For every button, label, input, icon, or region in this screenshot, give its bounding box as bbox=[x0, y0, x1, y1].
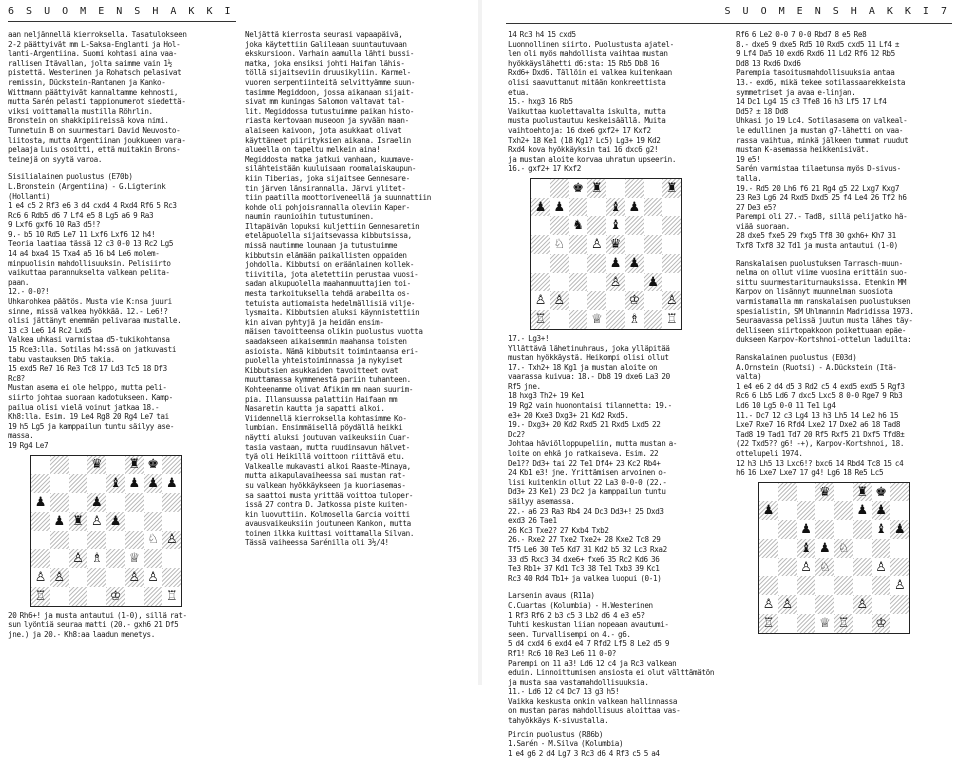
board-square bbox=[872, 539, 891, 558]
chess-piece: ♖ bbox=[165, 588, 178, 604]
board-square bbox=[834, 483, 853, 502]
chess-piece: ♖ bbox=[759, 614, 778, 633]
board-square bbox=[31, 474, 50, 493]
board-square bbox=[662, 235, 681, 254]
chess-piece: ♛ bbox=[815, 483, 834, 502]
board-square bbox=[872, 576, 891, 595]
chess-piece: ♙ bbox=[853, 595, 872, 614]
running-head: S U O M E N S H A K K I 7 bbox=[724, 6, 950, 17]
board-square bbox=[662, 273, 681, 292]
chess-piece: ♝ bbox=[797, 539, 816, 558]
board-square bbox=[834, 501, 853, 520]
board-square bbox=[31, 531, 50, 550]
board-square bbox=[144, 549, 163, 568]
board-square bbox=[662, 216, 681, 235]
board-square bbox=[853, 558, 872, 577]
chess-piece: ♙ bbox=[125, 568, 144, 587]
board-square bbox=[890, 558, 909, 577]
board-square bbox=[69, 531, 88, 550]
chess-piece: ♘ bbox=[834, 539, 853, 558]
header-rule bbox=[506, 23, 952, 24]
board-square bbox=[569, 235, 588, 254]
board-square bbox=[759, 576, 778, 595]
board-square bbox=[778, 558, 797, 577]
board-square bbox=[625, 179, 644, 198]
board-square bbox=[778, 483, 797, 502]
board-square bbox=[644, 198, 663, 217]
chess-piece: ♙ bbox=[662, 291, 681, 310]
board-square bbox=[834, 576, 853, 595]
board-square bbox=[644, 216, 663, 235]
board-square bbox=[106, 531, 125, 550]
chess-piece: ♗ bbox=[628, 312, 640, 328]
left-page bbox=[0, 0, 478, 685]
board-square bbox=[625, 235, 644, 254]
board-square bbox=[531, 216, 550, 235]
chess-piece: ♕ bbox=[818, 615, 831, 631]
chess-piece: ♟ bbox=[609, 255, 622, 271]
board-square bbox=[125, 587, 144, 606]
chess-piece: ♙ bbox=[800, 559, 812, 575]
board-square bbox=[644, 235, 663, 254]
board-square bbox=[50, 531, 69, 550]
board-square bbox=[853, 576, 872, 595]
board-square bbox=[834, 595, 853, 614]
board-square bbox=[31, 512, 50, 531]
board-square bbox=[797, 614, 816, 633]
paragraph: Ranskalainen puolustus (E03d) A.Ornstein (Ruotsi) - A.Dückstein (Itä- valta) 1 e4 e6 2 d4 d5 3 Rd2 c5 4 exd5 exd5 5 Rgf3 Rc6 6 Lb5 Ld6 7 dxc5 Lxc5 8 0-0 Rge7 9 Rb3 Ld6 10 Lg5 0-0 11 Te1 Lg4 11.- Dc7 12 c3 Lg4 13 h3 Lh5 14 Le2 h6 15 Lxe7 Rxe7 16 Rfd4 Lxe2 17 Dxe2 a6 18 Tad8 Tad8 19 Tad1 Td7 20 Rf5 Rxf5 21 Dxf5 Tfd8± (22 Txd5?? g6! -+), Karpov-Kortshnoi, 18. ottelupeli 1974. 12 h3 Lh5 13 Lxc6!? bxc6 14 Rbd4 Tc8 15 c4 h6 16 Lxe7 Lxe7 17 g4! Lg6 18 Re5 Lc5 bbox=[736, 353, 905, 478]
paragraph: Neljättä kierrosta seurasi vapaapäivä, joka käytettiin Galileaan suuntautuvaan ekskursioon. Varhain aamulla lähti bussi- matka, joka ensiksi johti Haifan lähis- töllä sijaitseviin druusikyliin. Karmel- vuoren serpentiinteitä selvittyämme suun- tasimme Megiddoon, jossa aikanaan sijait- sivat mm kuningas Salomon valtavat tal- lit. Megiddossa tutustuimme paikan histo- riasta kertovaan museoon ja syvään maan- alaiseen kaivoon, jota asukkaat olivat käyttäneet piirityksien aikana. Israelin alueella on tapeltu melkein aina! Megiddosta matka jatkui vanhaan, kuumave- silähteistään kuuluisaan roomalaiskaupun- kiin Tiberias, joka sijaitsee Gennesare- tin järven länsirannalla. Järvi ylitet- tiin paatilla moottoriveneellä ja suunnattiin kohde oli pohjoisrannalla oleviin Kaper- naumin raunioihin tutustuminen. Iltapäivän lopuksi kuljettiin Gennesaretin eteläpuolella sijaitsevassa kibbutsissa, missä nautimme lounaan ja tutustuimme kibbutsin elämään paikallisten oppaiden johdolla. Kibbutsi on eräänlainen kollek- tiivitila, jota aletettiin perustaa vuosi- sadan alkupuolella maahanmuuttajien toi- mesta tarkoituksella tehdä arabeilta os- tetuista autiomaista hedelmällisiä vilje- lysmaita. Kibbutsien aluksi käynnistettiin kin aivan pyhtyjä ja heidän ensim- mäisen tavoitteensa olikin puolustus vuotta saadakseen aikaisemmin maahansa toisten asioista. Nämä kibbutsit toimintaansa eri- puolella yhteistoiminnassa ja nykyiset Kibbutsien asukkaiden tavoitteet ovat muuttamassa kymmenestä pariin tuhanteen. Kohteenamme olivat Afikim mm naan suurim- pia. Illansuussa palattiin Haifaan mm Nasaretin kautta ja sapatti alkoi. Viidennellä kierroksella kohtasimme Ko- lumbian. Ensimmäisellä pöydällä heikki näytti aluksi joutuvan vaikeuksiin Cuar- tasia vastaan, mutta ruudinsavun hälvet- tyä oli Heikillä voittoon riittävä etu. Valkealle mukavasti alkoi Raaste-Minaya, mutta aikapulavaiheessa sai mustan rat- su valkean hyökkäykseen ja kuoriasemas- sa saattoi musta yrittää voittoa tuloper- issä 27 contra D. Jatkossa piste kuiten- kin luovuttiin. Kolmosella Garcia voitti avausvaikeuksiin joutuneen Kankon, mutta toinen ilkka kuittasi voittamalla Silvan. Tässä vaiheessa Sarénilla oli 3½/4! bbox=[245, 30, 431, 548]
spacer bbox=[8, 164, 232, 172]
board-square bbox=[872, 595, 891, 614]
board-square bbox=[890, 501, 909, 520]
board-square bbox=[50, 587, 69, 606]
board-square bbox=[87, 568, 106, 587]
board-square bbox=[797, 483, 816, 502]
chess-piece: ♟ bbox=[625, 254, 644, 273]
board-square bbox=[31, 456, 50, 475]
board-square bbox=[569, 291, 588, 310]
board-square bbox=[853, 520, 872, 539]
chess-piece: ♟ bbox=[800, 522, 812, 538]
board-square bbox=[162, 568, 181, 587]
right-page bbox=[482, 0, 960, 758]
chess-piece: ♖ bbox=[665, 312, 678, 328]
chess-piece: ♚ bbox=[572, 180, 584, 196]
chess-piece: ♙ bbox=[147, 569, 159, 585]
board-square bbox=[778, 501, 797, 520]
board-square bbox=[106, 549, 125, 568]
board-square bbox=[815, 501, 834, 520]
chess-piece: ♙ bbox=[893, 578, 906, 594]
board-square bbox=[587, 198, 606, 217]
chess-piece: ♙ bbox=[534, 293, 547, 309]
board-square bbox=[31, 549, 50, 568]
chess-piece: ♟ bbox=[553, 199, 565, 215]
board-square bbox=[69, 474, 88, 493]
board-square bbox=[890, 614, 909, 633]
chess-piece: ♕ bbox=[128, 551, 140, 567]
chess-piece: ♝ bbox=[875, 522, 887, 538]
chess-piece: ♔ bbox=[625, 291, 644, 310]
board-square bbox=[125, 531, 144, 550]
board-square bbox=[759, 539, 778, 558]
board-square bbox=[69, 493, 88, 512]
board-square bbox=[550, 310, 569, 329]
board-square bbox=[890, 483, 909, 502]
chess-piece: ♟ bbox=[628, 199, 640, 215]
board-square bbox=[853, 614, 872, 633]
chess-piece: ♟ bbox=[890, 520, 909, 539]
board-square bbox=[815, 520, 834, 539]
chess-piece: ♕ bbox=[590, 312, 603, 328]
running-head: 6 S U O M E N S H A K K I bbox=[8, 6, 234, 17]
board-square bbox=[50, 456, 69, 475]
chess-piece: ♔ bbox=[106, 587, 125, 606]
paragraph: 14 Rc3 h4 15 cxd5 Luonnollinen siirto. Puolustusta ajatel- len oli myös mahdollista vaihtaa mustan hyökkäyslähetti d6:sta: 15 Rb5 Db8 16 Rxd6+ Dxd6. Tällöin ei valkea kuitenkaan olisi saavuttanut mitään konkreettista etua. 15.- hxg3 16 Rb5 Vaikuttaa kuolettavalta iskulta, mutta musta puolustautuu keskeisäällä. Muita vaihtoehtoja: 16 dxe6 gxf2+ 17 Kxf2 Txh2+ 18 Ke1 (18 Kg1? Lc5) Lg3+ 19 Kd2 Rxd4 kova hyökkäyksin tai 16 dxc6 g2! ja mustan aloite korvaa uhratun upseerin. 16.- gxf2+ 17 Kxf2 bbox=[508, 30, 677, 174]
board-square bbox=[87, 587, 106, 606]
chess-piece: ♟ bbox=[128, 476, 140, 492]
paragraph: Sisilialainen puolustus (E70b) L.Bronstein (Argentiina) - G.Ligterink (Hollanti) 1 e4 c5 2 Rf3 e6 3 d4 cxd4 4 Rxd4 Rf6 5 Rc3 Rc6 6 Rdb5 d6 7 Lf4 e5 8 Lg5 a6 9 Ra3 9 Lxf6 gxf6 10 Ra3 d5!? 9.- b5 10 Rd5 Le7 11 Lxf6 Lxf6 12 h4! Teoria laatiaa tässä 12 c3 0-0 13 Rc2 Lg5 14 a4 bxa4 15 Txa4 a5 16 b4 Le6 molem- minpuolisin mahdollisuuksin. Pelisiirto vaikuttaa parannukselta valkean pelita- paan. 12.- 0-0?! Uhkarohkea päätös. Musta vie K:nsa juuri sinne, missä valkea hyökkää. 12.- Le6!? olisi jättänyt enemmän pelivaraa mustalle. 13 c3 Le6 14 Rc2 Lxd5 Valkea uhkasi varmistaa d5-tukikohtansa 15 Rce3:lla. Sotilas h4:ssä on jatkuvasti tabu vastauksen Dh5 takia. 15 exd5 Re7 16 Re3 Tc8 17 Ld3 Tc5 18 Df3 Rc8? Mustan asema ei ole helppo, mutta peli- siirto johtaa suoraan kadotukseen. Kamp- pailua olisi vielä voinut jatkaa 18.- Kh8:lla. Esim. 19 Le4 Rg8 20 Rg4 Le7 tai 19 h5 Lg5 ja kamppailun tuntu säilyy ase- massa. 19 Rg4 Le7 bbox=[8, 172, 182, 450]
board-square bbox=[625, 273, 644, 292]
board-square bbox=[587, 216, 606, 235]
chess-piece: ♜ bbox=[853, 483, 872, 502]
chess-piece: ♘ bbox=[147, 532, 159, 548]
board-square bbox=[759, 483, 778, 502]
chess-piece: ♟ bbox=[53, 513, 65, 529]
chess-piece: ♔ bbox=[872, 614, 891, 633]
board-square bbox=[106, 456, 125, 475]
board-square bbox=[125, 493, 144, 512]
text-column bbox=[8, 30, 232, 639]
board-square bbox=[587, 291, 606, 310]
chess-piece: ♗ bbox=[90, 551, 103, 567]
board-square bbox=[125, 512, 144, 531]
chess-piece: ♜ bbox=[69, 512, 88, 531]
chess-piece: ♖ bbox=[31, 587, 50, 606]
board-square bbox=[50, 549, 69, 568]
board-square bbox=[144, 512, 163, 531]
chess-piece: ♟ bbox=[759, 501, 778, 520]
board-square bbox=[778, 539, 797, 558]
board-square bbox=[759, 558, 778, 577]
chess-piece: ♙ bbox=[69, 549, 88, 568]
chess-piece: ♟ bbox=[87, 493, 106, 512]
board-square bbox=[569, 273, 588, 292]
board-square bbox=[778, 520, 797, 539]
paragraph: Rf6 6 Le2 0-0 7 0-0 Rbd7 8 e5 Re8 8.- dxe5 9 dxe5 Rd5 10 Rxd5 cxd5 11 Lf4 ± 9 Lf4 Da5 10 exd6 Rxd6 11 Ld2 Rf6 12 Rb5 Dd8 13 Rxd6 Dxd6 Parempia tasoitusmahdollisuuksia antaa 13.- exd6, mikä tekee sotilassaarekkeista symmetriset ja avaa e-linjan. 14 Dc1 Lg4 15 c3 Tfe8 16 h3 Lf5 17 Lf4 Dd5? ± 18 Dd8 Uhkasi jo 19 Lc4. Sotilasasema on valkeal- le edullinen ja mustan g7-lähetti on vaa- rassa vaihtua, minkä jälkeen tummat ruudut mustan K-asemassa heikkenisivät. 19 e5! Sarén varmistaa tilaetunsa myös D-sivus- talla. 19.- Rd5 20 Lh6 f6 21 Rg4 g5 22 Lxg7 Kxg7 23 Re3 Lg6 24 Rxd5 Dxd5 25 f4 Le4 26 Tf2 h6 27 De3 e5? Parempi oli 27.- Tad8, sillä pelijatko hä- viää suoraan. 28 dxe5 fxe5 29 fxg5 Tf8 30 gxh6+ Kh7 31 Txf8 Txf8 32 Td1 ja musta antautui (1-0) bbox=[736, 30, 909, 251]
chess-piece: ♞ bbox=[572, 218, 584, 234]
chess-piece: ♟ bbox=[165, 476, 178, 492]
paragraph: 20 Rh6+! ja musta antautui (1-0), sillä rat- sun lyöntiä seuraa matti (20.- gxh6 21 Df5 jne.) ja 20.- Kh8:aa laadun menetys. bbox=[8, 610, 187, 639]
board-square bbox=[587, 254, 606, 273]
chess-piece: ♝ bbox=[609, 218, 622, 234]
board-square bbox=[69, 456, 88, 475]
board-square bbox=[606, 291, 625, 310]
board-square bbox=[550, 216, 569, 235]
board-square bbox=[87, 474, 106, 493]
chess-piece: ♜ bbox=[587, 179, 606, 198]
chess-piece: ♚ bbox=[875, 484, 887, 500]
chess-piece: ♟ bbox=[34, 494, 47, 510]
chess-piece: ♟ bbox=[106, 512, 125, 531]
board-square bbox=[587, 273, 606, 292]
chess-piece: ♙ bbox=[762, 597, 775, 613]
board-square bbox=[853, 539, 872, 558]
text-column bbox=[736, 30, 960, 638]
chess-piece: ♙ bbox=[875, 559, 887, 575]
board-square bbox=[162, 512, 181, 531]
board-square bbox=[569, 310, 588, 329]
board-square bbox=[87, 531, 106, 550]
board-square bbox=[162, 493, 181, 512]
chess-piece: ♘ bbox=[553, 237, 565, 253]
chess-diagram bbox=[758, 482, 910, 634]
board-square bbox=[644, 254, 663, 273]
board-square bbox=[625, 216, 644, 235]
chess-piece: ♙ bbox=[50, 568, 69, 587]
board-square bbox=[797, 501, 816, 520]
chess-piece: ♙ bbox=[550, 291, 569, 310]
board-square bbox=[778, 576, 797, 595]
board-square bbox=[644, 179, 663, 198]
board-square bbox=[531, 254, 550, 273]
paragraph: Larsenin avaus (R11a) C.Cuartas (Kolumbia) - H.Westerinen 1 Rf3 Rf6 2 b3 c5 3 Lb2 d6 4 e3 e5? Tuhti keskustan liian nopeaan avautumi- seen. Turvallisempi on 4.- g6. 5 d4 cxd4 6 exd4 e4 7 Rfd2 Lf5 8 Le2 d5 9 Rf1! Rc6 10 Re3 Le6 11 0-0? Parempi on 11 a3! Ld6 12 c4 ja Rc3 valkean eduin. Linnoittumisen ansiosta ei olut välttämätön ja musta saa vastamahdollisuuksia. 11.- Ld6 12 c4 Dc7 13 g3 h5! Vaikka keskusta onkin valkean hallinnassa on mustan paras mahdollisuus aloittaa vas- tahyökkäys K-sivustalla. bbox=[508, 591, 715, 726]
spacer bbox=[736, 251, 960, 259]
board-square bbox=[106, 568, 125, 587]
board-square bbox=[144, 587, 163, 606]
board-square bbox=[569, 198, 588, 217]
paragraph: aan neljännellä kierroksella. Tasatulokseen 2-2 päättyivät mm L-Saksa-Englanti ja Hol- lanti-Argentiina. Suomi kohtasi aina vaa- rallisen Itävallan, jolta saimme vain 1½ pistettä. Westerinen ja Rohatsch pelasivat remissin, Dückstein-Rantanen ja Kanko- Wittmann päättyivät kannaltamme kehnosti, mutta Sarén pelasti tappionumerot siedettä- viksi voittamalla mustilla Röhrlin. Bronstein on shakkipiireissä kova nimi. Tunnetuin B on suurmestari David Neuvosto- liitosta, mutta Argentiinan joukkueen vara- pelaaja Luis osoitti, että muitakin Brons- teinejä on syytä varoa. bbox=[8, 30, 187, 164]
board-square bbox=[778, 614, 797, 633]
paragraph: 17.- Lg3+! Yllättävä lähetinuhraus, joka ylläpitää mustan hyökkäystä. Heikompi olisi ollut 17.- Txh2+ 18 Kg1 ja mustan aloite on vaarassa kuivua: 18.- Db8 19 dxe6 La3 20 Rf5 jne. 18 hxg3 Th2+ 19 Ke1 19 Rg2 vain huonontaisi tilannetta: 19.- e3+ 20 Kxe3 Dxg3+ 21 Kd2 Rxd5. 19.- Dxg3+ 20 Kd2 Rxd5 21 Rxd5 Lxd5 22 Dc2? Johtaa häviölloppupeliin, mutta mustan a- loite on ehkä jo ratkaiseva. Esim. 22 De1?? Dd3+ tai 22 Te1 Df4+ 23 Kc2 Rb4+ 24 Kb1 e3! jne. Yrittämisen arvoinen o- lisi kuitenkin ollut 22 La3 0-0-0 (22.- Dd3+ 23 Ke1) 23 Dc2 ja kamppailun tuntu säilyy asemassa. 22.- a6 23 Ra3 Rb4 24 Dc3 Dd3+! 25 Dxd3 exd3 26 Tae1 26 Kc3 Txe2? 27 Kxb4 Txb2 26.- Rxe2 27 Txe2 Txe2+ 28 Kxe2 Tc8 29 Tf5 Le6 30 Te5 Kd7 31 Kd2 b5 32 Lc3 Rxa2 33 d5 Rxc3 34 dxe6+ fxe6 35 Rc2 Kd6 36 Te3 Rb1+ 37 Kd1 Tc3 38 Te1 Txb3 39 Kc1 Rc3 40 Rd4 Tb1+ ja valkea luopui (0-1) bbox=[508, 333, 678, 583]
board-square bbox=[531, 179, 550, 198]
board-square bbox=[606, 179, 625, 198]
chess-piece: ♙ bbox=[162, 531, 181, 550]
chess-piece: ♜ bbox=[662, 179, 681, 198]
board-square bbox=[531, 235, 550, 254]
header-rule bbox=[8, 21, 236, 22]
board-square bbox=[69, 587, 88, 606]
chess-piece: ♙ bbox=[606, 273, 625, 292]
board-square bbox=[797, 576, 816, 595]
chess-piece: ♟ bbox=[531, 198, 550, 217]
board-square bbox=[834, 558, 853, 577]
chess-piece: ♙ bbox=[590, 237, 603, 253]
chess-diagram bbox=[530, 178, 682, 330]
board-square bbox=[662, 198, 681, 217]
text-column bbox=[508, 30, 732, 758]
board-square bbox=[162, 549, 181, 568]
chess-piece: ♙ bbox=[778, 595, 797, 614]
board-square bbox=[162, 456, 181, 475]
spacer bbox=[508, 583, 732, 591]
paragraph: Ranskalaisen puolustuksen Tarrasch-muun- nelma on ollut viime vuosina erittäin suo- sittu suurmestariturnauksissa. Etenkin MM Karpov on lisännyt muunnelman suosiota varmistamalla mm ranskalaisen puolustuksen spesialistin, SM Uhlmannin Madridissa 1973. Seuraavassa pelissä juutun musta lähes täy- delliseen siirtopakkoon poikettuaan epäe- dukseen Karpov-Kortshnoi-ottelun laduilta: bbox=[736, 258, 914, 345]
board-square bbox=[50, 474, 69, 493]
board-square bbox=[569, 254, 588, 273]
board-square bbox=[531, 273, 550, 292]
chess-piece: ♖ bbox=[531, 310, 550, 329]
board-square bbox=[797, 595, 816, 614]
board-square bbox=[815, 595, 834, 614]
chess-piece: ♘ bbox=[815, 558, 834, 577]
chess-piece: ♟ bbox=[144, 474, 163, 493]
paragraph: Pircin puolustus (R86b) 1.Sarén - M.Silva (Kolumbia) 1 e4 g6 2 d4 Lg7 3 Rc3 d6 4 Rf3 c5 5 a4 bbox=[508, 729, 660, 758]
chess-piece: ♟ bbox=[644, 273, 663, 292]
chess-diagram bbox=[30, 455, 182, 607]
board-square bbox=[662, 254, 681, 273]
chess-piece: ♟ bbox=[856, 503, 868, 519]
chess-piece: ♟ bbox=[872, 501, 891, 520]
board-square bbox=[606, 310, 625, 329]
chess-piece: ♛ bbox=[87, 456, 106, 475]
board-square bbox=[815, 576, 834, 595]
board-square bbox=[550, 273, 569, 292]
board-square bbox=[759, 520, 778, 539]
board-square bbox=[644, 291, 663, 310]
chess-piece: ♙ bbox=[90, 513, 103, 529]
chess-piece: ♝ bbox=[106, 474, 125, 493]
board-square bbox=[834, 520, 853, 539]
board-square bbox=[644, 310, 663, 329]
text-column bbox=[245, 30, 469, 548]
board-square bbox=[550, 179, 569, 198]
chess-piece: ♙ bbox=[34, 569, 47, 585]
spacer bbox=[736, 345, 960, 353]
board-square bbox=[69, 568, 88, 587]
chess-piece: ♛ bbox=[606, 235, 625, 254]
board-square bbox=[144, 493, 163, 512]
chess-piece: ♟ bbox=[818, 540, 831, 556]
board-square bbox=[50, 493, 69, 512]
chess-piece: ♖ bbox=[834, 614, 853, 633]
board-square bbox=[890, 595, 909, 614]
chess-piece: ♜ bbox=[125, 456, 144, 475]
chess-piece: ♝ bbox=[606, 198, 625, 217]
chess-piece: ♚ bbox=[147, 457, 159, 473]
board-square bbox=[890, 539, 909, 558]
board-square bbox=[106, 493, 125, 512]
board-square bbox=[550, 254, 569, 273]
